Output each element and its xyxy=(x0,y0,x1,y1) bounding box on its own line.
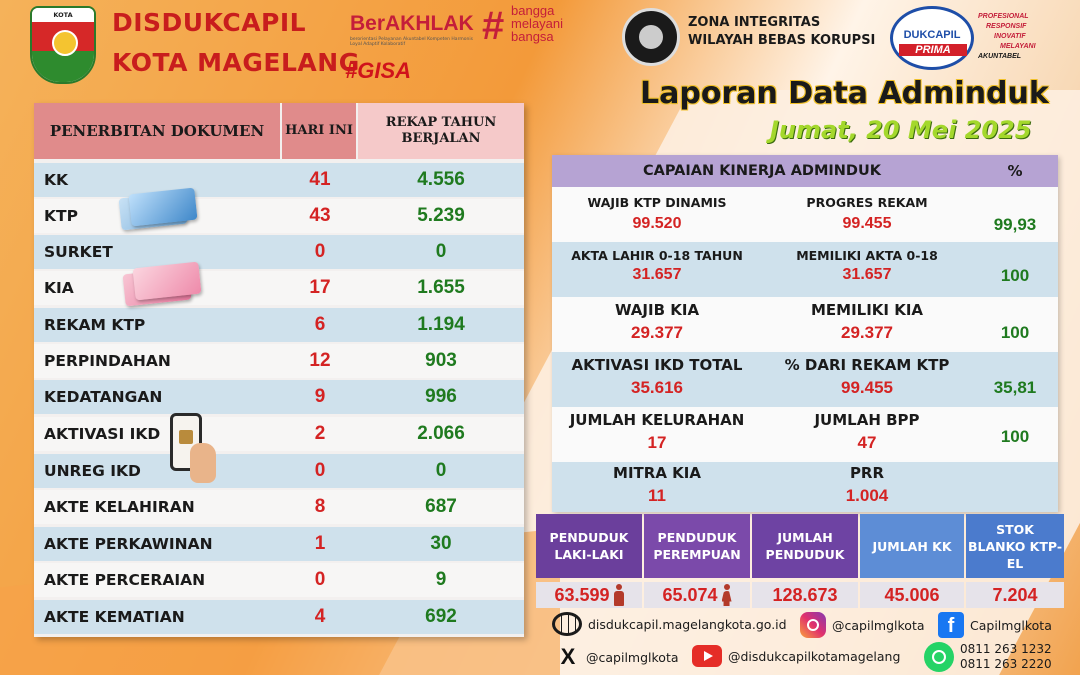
table-row: AKTE KEMATIAN 4 692 xyxy=(34,600,524,634)
globe-icon xyxy=(552,612,582,636)
org-title-line2: KOTA MAGELANG xyxy=(112,48,360,77)
bangga-melayani-bangsa: bangga melayani bangsa xyxy=(511,3,564,44)
instagram-icon xyxy=(800,612,826,638)
table-row: AKTE PERCERAIAN 0 9 xyxy=(34,563,524,597)
male-person-icon xyxy=(614,584,624,606)
population-value-blanko: 7.204 xyxy=(966,582,1064,608)
table-row: SURKET 0 0 xyxy=(34,235,524,269)
report-title: Laporan Data Adminduk xyxy=(640,76,1049,111)
table-row: KTP 43 5.239 xyxy=(34,199,524,233)
table-row: AKTE PERKAWINAN 1 30 xyxy=(34,527,524,561)
kpi-header: CAPAIAN KINERJA ADMINDUK % xyxy=(552,155,1058,187)
kpi-row: JUMLAH KELURAHAN 17 JUMLAH BPP 47 100 xyxy=(552,407,1058,462)
hand-icon xyxy=(190,443,216,483)
population-header-blanko: STOK BLANKO KTP-EL xyxy=(966,514,1064,578)
table-row: UNREG IKD 0 0 xyxy=(34,454,524,488)
kia-card-icon xyxy=(133,262,202,301)
gisa-logo: #GISA xyxy=(345,58,412,83)
kpi-panel xyxy=(552,155,1058,512)
instagram-link[interactable]: @capilmglkota xyxy=(800,612,925,638)
document-issuance-table xyxy=(34,103,524,637)
website-link[interactable]: disdukcapil.magelangkota.go.id xyxy=(552,612,787,636)
kemenpan-seal-icon xyxy=(622,8,680,66)
population-value-kk: 45.006 xyxy=(860,582,964,608)
x-link[interactable]: X @capilmglkota xyxy=(556,645,679,669)
ktp-card-icon xyxy=(129,188,198,227)
kpi-row: WAJIB KIA 29.377 MEMILIKI KIA 29.377 100 xyxy=(552,297,1058,352)
table-row: KK 41 4.556 xyxy=(34,163,524,197)
report-date: Jumat, 20 Mei 2025 xyxy=(770,116,1032,144)
org-title-line1: DISDUKCAPIL xyxy=(112,8,307,37)
kota-magelang-logo xyxy=(30,6,96,84)
youtube-icon xyxy=(692,645,722,667)
berakhlak-logo: BerAKHLAK xyxy=(350,12,474,35)
population-header-male: PENDUDUK LAKI-LAKI xyxy=(536,514,642,578)
whatsapp-link[interactable]: 0811 263 1232 0811 263 2220 xyxy=(924,642,1052,672)
population-header-total: JUMLAH PENDUDUK xyxy=(752,514,858,578)
population-header-female: PENDUDUK PEREMPUAN xyxy=(644,514,750,578)
whatsapp-icon xyxy=(924,642,954,672)
col-header-document: PENERBITAN DOKUMEN xyxy=(34,103,280,159)
youtube-link[interactable]: @disdukcapilkotamagelang xyxy=(692,645,900,667)
population-value-female: 65.074 xyxy=(644,582,750,608)
population-value-male: 63.599 xyxy=(536,582,642,608)
table-row: KEDATANGAN 9 996 xyxy=(34,380,524,414)
berakhlak-subtitle: berorientasi Pelayanan Akuntabel Kompeten Harmonis Loyal Adaptif Kolaboratif xyxy=(350,37,473,47)
facebook-link[interactable]: f Capilmglkota xyxy=(938,612,1052,638)
population-header-kk: JUMLAH KK xyxy=(860,514,964,578)
logo-emblem-icon xyxy=(52,30,78,56)
kpi-row: AKTIVASI IKD TOTAL 35.616 % DARI REKAM KTP 99.455 35,81 xyxy=(552,352,1058,407)
table-row: AKTIVASI IKD 2 2.066 xyxy=(34,417,524,451)
table-row: KIA 17 1.655 xyxy=(34,271,524,305)
table-row: PERPINDAHAN 12 903 xyxy=(34,344,524,378)
dukcapil-prima-logo: DUKCAPIL PRIMA xyxy=(890,6,974,70)
population-value-total: 128.673 xyxy=(752,582,858,608)
female-person-icon xyxy=(722,584,732,606)
logo-text: KOTA xyxy=(32,8,94,22)
x-icon: X xyxy=(560,644,576,669)
facebook-icon: f xyxy=(938,612,964,638)
col-header-ytd: REKAP TAHUN BERJALAN xyxy=(358,103,524,159)
table-row: REKAM KTP 6 1.194 xyxy=(34,308,524,342)
kpi-row: AKTA LAHIR 0-18 TAHUN 31.657 MEMILIKI AKTA 0-18 31.657 100 xyxy=(552,242,1058,297)
hashtag-logo-icon: # xyxy=(482,4,505,48)
zona-integritas-line2: WILAYAH BEBAS KORUPSI xyxy=(688,33,876,48)
kpi-row: MITRA KIA 11 PRR 1.004 xyxy=(552,462,1058,512)
zona-integritas-line1: ZONA INTEGRITAS xyxy=(688,15,821,30)
col-header-today: HARI INI xyxy=(282,103,356,159)
table-row: AKTE KELAHIRAN 8 687 xyxy=(34,490,524,524)
kpi-row: WAJIB KTP DINAMIS 99.520 PROGRES REKAM 99.455 99,93 xyxy=(552,187,1058,242)
motto-list: PROFESIONAL RESPONSIF INOVATIF MELAYANI AKUNTABEL xyxy=(978,13,1036,60)
